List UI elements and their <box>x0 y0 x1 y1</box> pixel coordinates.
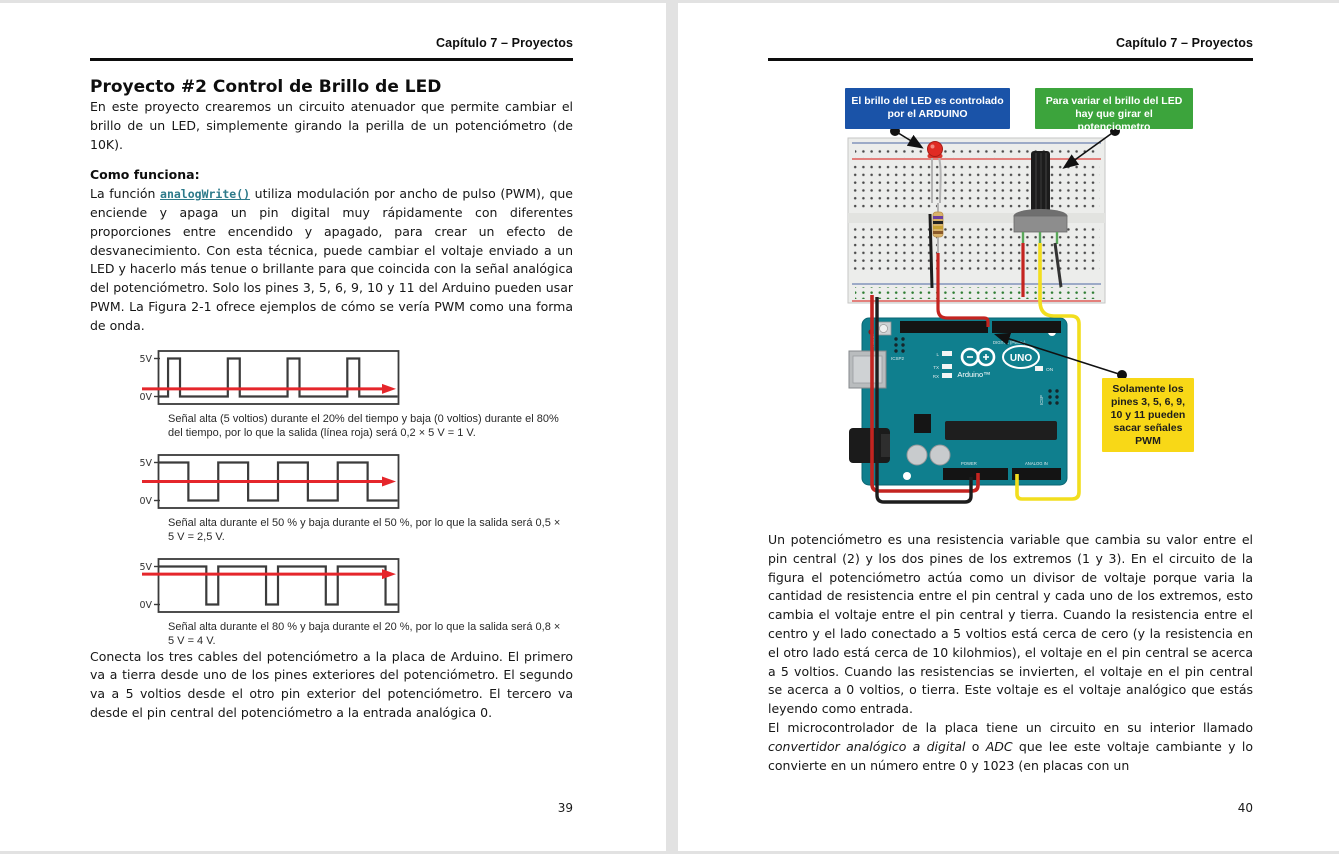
low-voltage-label: 0V <box>139 599 152 611</box>
text-run: El microcontrolador de la placa tiene un circuito en su interior llamado <box>768 719 1253 735</box>
running-header: Capítulo 7 – Proyectos <box>436 36 573 50</box>
page-number: 39 <box>557 801 573 815</box>
arduino-label: Arduino™ <box>957 370 991 379</box>
pwm-wave-80-chart <box>130 558 405 614</box>
callout-pwm-pins: Solamente los pines 3, 5, 6, 9, 10 y 11 pueden sacar señales PWM <box>1102 378 1194 452</box>
text-run: La función <box>90 186 161 202</box>
power-header <box>943 468 1008 480</box>
callout-turn-potentiometer: Para variar el brillo del LED hay que girar el potenciometro <box>1035 88 1193 129</box>
text-run: utiliza modulación por ancho de pulso (PWM), que enciende y apaga un pin digital muy rápidamente con diferentes proporciones entre encendido y apagado, para crear un efecto de desvanecimiento. Con esta técnica, puede cambiar el voltaje enviado a un LED y hacerlo más tenue o brillante para que coincida con la señal analógica del potenciómetro. Solo los pines 3, 5, 6, 9, 10 y 11 del Arduino pueden usar PWM. La Figura 2-1 ofrece ejemplos de cómo se vería PWM como una forma de onda. <box>90 186 573 333</box>
rx-label: RX <box>932 374 939 379</box>
text-run: o <box>965 738 986 754</box>
figure-caption: Señal alta durante el 80 % y baja durante el 20 %, por lo que la salida será 0,8 × 5 V = 4 V. <box>168 620 561 647</box>
low-voltage-label: 0V <box>139 391 152 403</box>
adc-abbrev-italic: ADC <box>985 738 1013 754</box>
voltage-regulator <box>914 414 931 433</box>
on-label: ON <box>1046 368 1054 373</box>
low-voltage-label: 0V <box>139 495 152 507</box>
capacitor <box>907 445 927 465</box>
page-39 <box>0 3 666 851</box>
intro-paragraph: En este proyecto crearemos un circuito atenuador que permite cambiar el brillo de un LED, simplemente girando la perilla de un potenciómetro (de 10K). <box>90 99 573 152</box>
figure-caption: Señal alta (5 voltios) durante el 20% del tiempo y baja (0 voltios) durante el 80% del tiempo, por lo que la salida (línea roja) será 0,2 × 5 V = 1 V. <box>168 412 559 439</box>
how-it-works-heading: Como funciona: <box>90 167 200 183</box>
analog-header <box>1012 468 1061 480</box>
analogwrite-link[interactable]: analogWrite() <box>160 187 251 202</box>
waveform-figure-80 <box>130 558 573 648</box>
tx-label: TX <box>933 365 939 370</box>
icsp-label: ICSP <box>1039 395 1044 405</box>
text-run: que lee este voltaje cambiante y lo convierte en un número entre 0 y 1023 (en placas con un <box>768 738 1253 773</box>
digital-header-left <box>900 321 988 333</box>
running-header: Capítulo 7 – Proyectos <box>1116 36 1253 50</box>
how-it-works-paragraph <box>90 185 573 335</box>
pwm-waveform-figures <box>90 350 573 648</box>
capacitor <box>930 445 950 465</box>
adc-paragraph <box>768 719 1253 775</box>
reset-label: RESET <box>870 333 875 347</box>
analog-in-label: ANALOG IN <box>1025 461 1048 466</box>
potentiometer-paragraph: Un potenciómetro es una resistencia variable que cambia su valor entre el pin central (2) y los dos pines de los extremos (1 y 3). En el circuito de la figura el potenciómetro actúa como un divisor de voltaje porque varia la cantidad de resistencia entre el pin central y cada uno de los extremos, esto cambia el voltaje entre el pin central y tierra. Cuando la resistencia entre el centro y el lado conectado a 5 voltios está cerca de cero (y la resistencia en el otro lado está cerca de 10 kilohmios), el voltaje en el pin central se acerca a 5 voltios. Cuando las resistencias se invierten, el voltaje en el pin central se acerca a 0 voltios, o tierra. Este voltaje es el voltaje analógico que estás leyendo como entrada. <box>768 532 1253 717</box>
pwm-wave-50-chart <box>130 454 405 510</box>
waveform-figure-50 <box>130 454 573 544</box>
l-led-label: L <box>936 352 939 357</box>
header-rule <box>90 58 573 61</box>
page-number: 40 <box>1237 801 1253 815</box>
digital-label: DIGITAL (PWM~) <box>993 340 1026 345</box>
page-title: Proyecto #2 Control de Brillo de LED <box>90 77 442 97</box>
figure-caption: Señal alta durante el 50 % y baja durante el 50 %, por lo que la salida será 0,5 × 5 V = 2,5 V. <box>168 516 561 543</box>
circuit-illustration <box>843 85 1198 537</box>
microcontroller-chip <box>945 421 1057 440</box>
digital-header-right <box>992 321 1061 333</box>
high-voltage-label: 5V <box>139 457 152 469</box>
header-rule <box>768 58 1253 61</box>
breadboard-black-jumper <box>930 214 932 288</box>
high-voltage-label: 5V <box>139 561 152 573</box>
connect-paragraph: Conecta los tres cables del potenciómetro a la placa de Arduino. El primero va a tierra desde uno de los pines exteriores del potenciómetro. El segundo va a 5 voltios desde el otro pin exterior del potenciómetro. El tercero va desde el pin central del potenciómetro a la entrada analógica 0. <box>90 648 573 720</box>
uno-label: UNO <box>1009 353 1033 364</box>
arduino-board <box>849 318 1067 485</box>
high-voltage-label: 5V <box>139 353 152 365</box>
page-40 <box>678 3 1339 851</box>
power-label: POWER <box>961 461 977 466</box>
callout-led-brightness: El brillo del LED es controlado por el ARDUINO <box>845 88 1010 129</box>
waveform-figure-20 <box>130 350 573 440</box>
icsp2-label: ICSP2 <box>891 356 905 361</box>
adc-term-italic: convertidor analógico a digital <box>768 738 966 754</box>
circuit-figure <box>843 85 1198 537</box>
pwm-wave-20-chart <box>130 350 405 406</box>
